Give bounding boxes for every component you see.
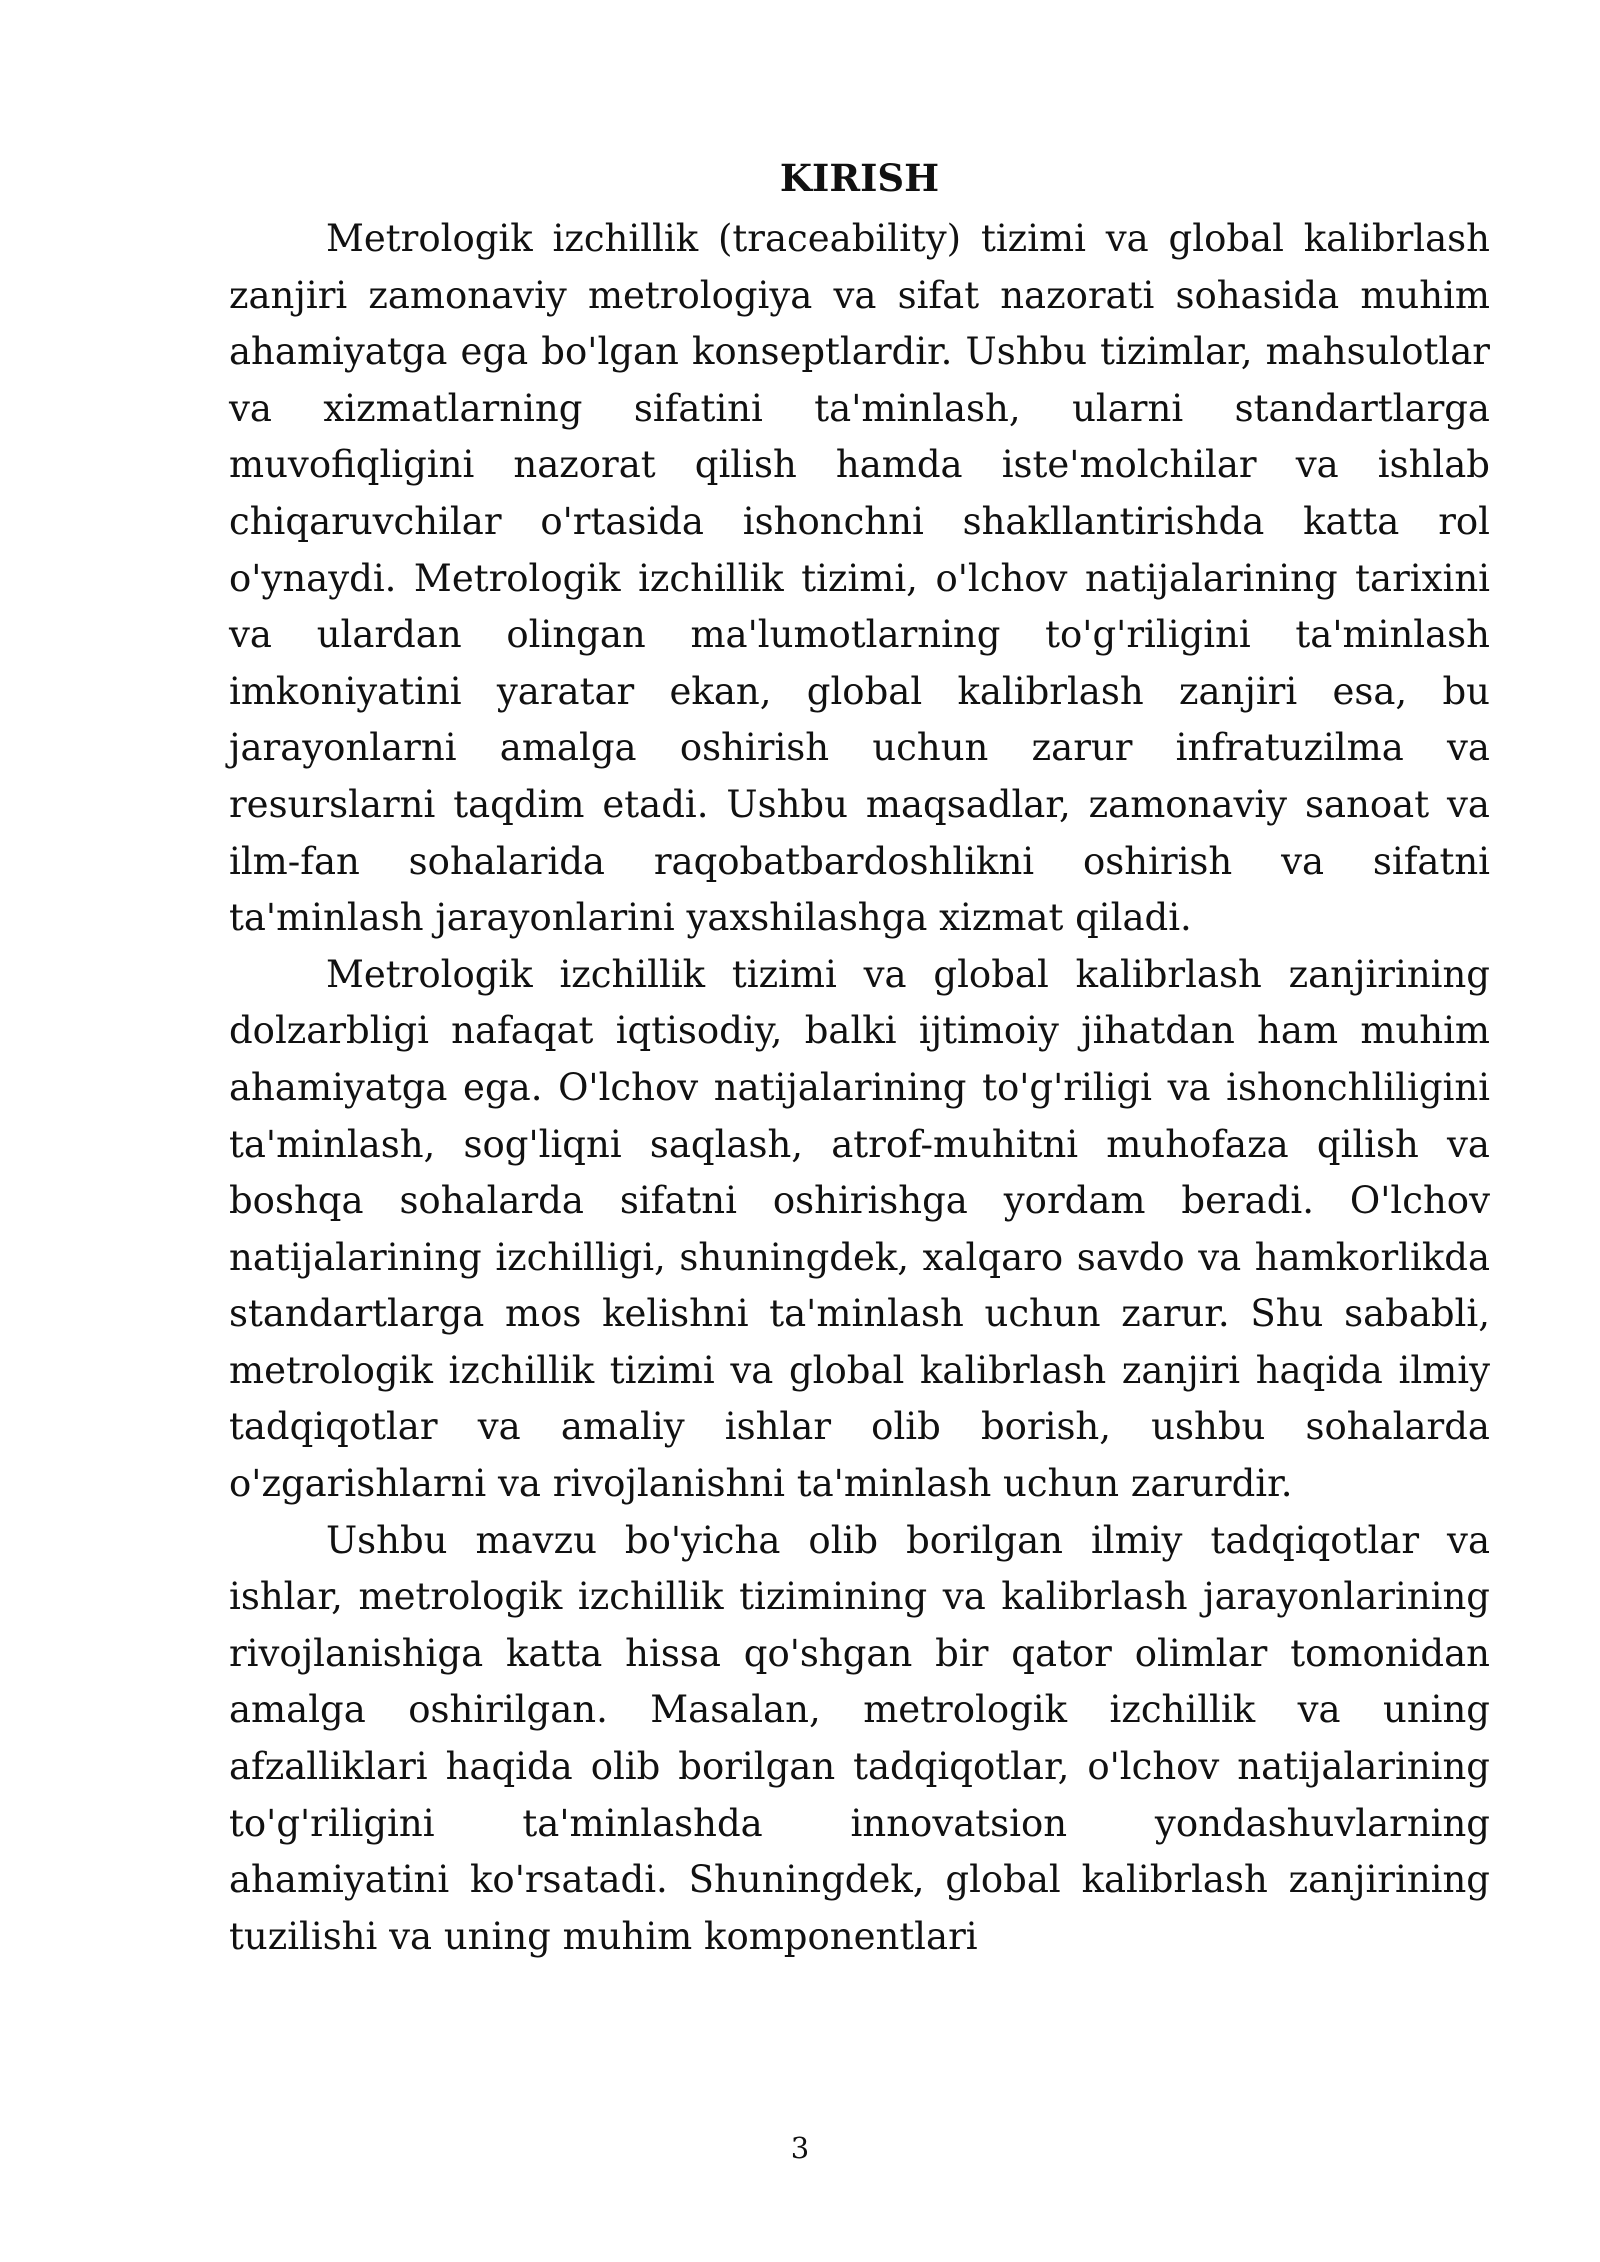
paragraph-2: Metrologik izchillik tizimi va global kalibrlash zanjirining dolzarbligi nafaqat iqtisodiy, balki ijtimoiy jihatdan ham muhim ahamiyatga ega. O'lchov natijalarining to'g'riligi va ishonchliligini ta'minlash, sog'liqni saqlash, atrof-muhitni muhofaza qilish va boshqa sohalarda sifatni oshirishga yordam beradi. O'lchov natijalarining izchilligi, shuningdek, xalqaro savdo va hamkorlikda standartlarga mos kelishni ta'minlash uchun zarur. Shu sababli, metrologik izchillik tizimi va global kalibrlash zanjiri haqida ilmiy tadqiqotlar va amaliy ishlar olib borish, ushbu sohalarda o'zgarishlarni va rivojlanishni ta'minlash uchun zarurdir.	[229, 952, 1490, 1506]
paragraph-1: Metrologik izchillik (traceability) tizimi va global kalibrlash zanjiri zamonaviy metrologiya va sifat nazorati sohasida muhim ahamiyatga ega bo'lgan konseptlardir. Ushbu tizimlar, mahsulotlar va xizmatlarning sifatini ta'minlash, ularni standartlarga muvofiqligini nazorat qilish hamda iste'molchilar va ishlab chiqaruvchilar o'rtasida ishonchni shakllantirishda katta rol o'ynaydi. Metrologik izchillik tizimi, o'lchov natijalarining tarixini va ulardan olingan ma'lumotlarning to'g'riligini ta'minlash imkoniyatini yaratar ekan, global kalibrlash zanjiri esa, bu jarayonlarni amalga oshirish uchun zarur infratuzilma va resurslarni taqdim etadi. Ushbu maqsadlar, zamonaviy sanoat va ilm-fan sohalarida raqobatbardoshlikni oshirish va sifatni ta'minlash jarayonlarini yaxshilashga xizmat qiladi.	[229, 217, 1490, 940]
section-title: KIRISH	[779, 156, 940, 200]
page-number: 3	[790, 2131, 810, 2165]
page-content	[229, 150, 1490, 1965]
paragraph-3: Ushbu mavzu bo'yicha olib borilgan ilmiy tadqiqotlar va ishlar, metrologik izchillik tizimining va kalibrlash jarayonlarining rivojlanishiga katta hissa qo'shgan bir qator olimlar tomonidan amalga oshirilgan. Masalan, metrologik izchillik va uning afzalliklari haqida olib borilgan tadqiqotlar, o'lchov natijalarining to'g'riligini ta'minlashda innovatsion yondashuvlarning ahamiyatini ko'rsatadi. Shuningdek, global kalibrlash zanjirining tuzilishi va uning muhim komponentlari	[229, 1518, 1490, 1958]
